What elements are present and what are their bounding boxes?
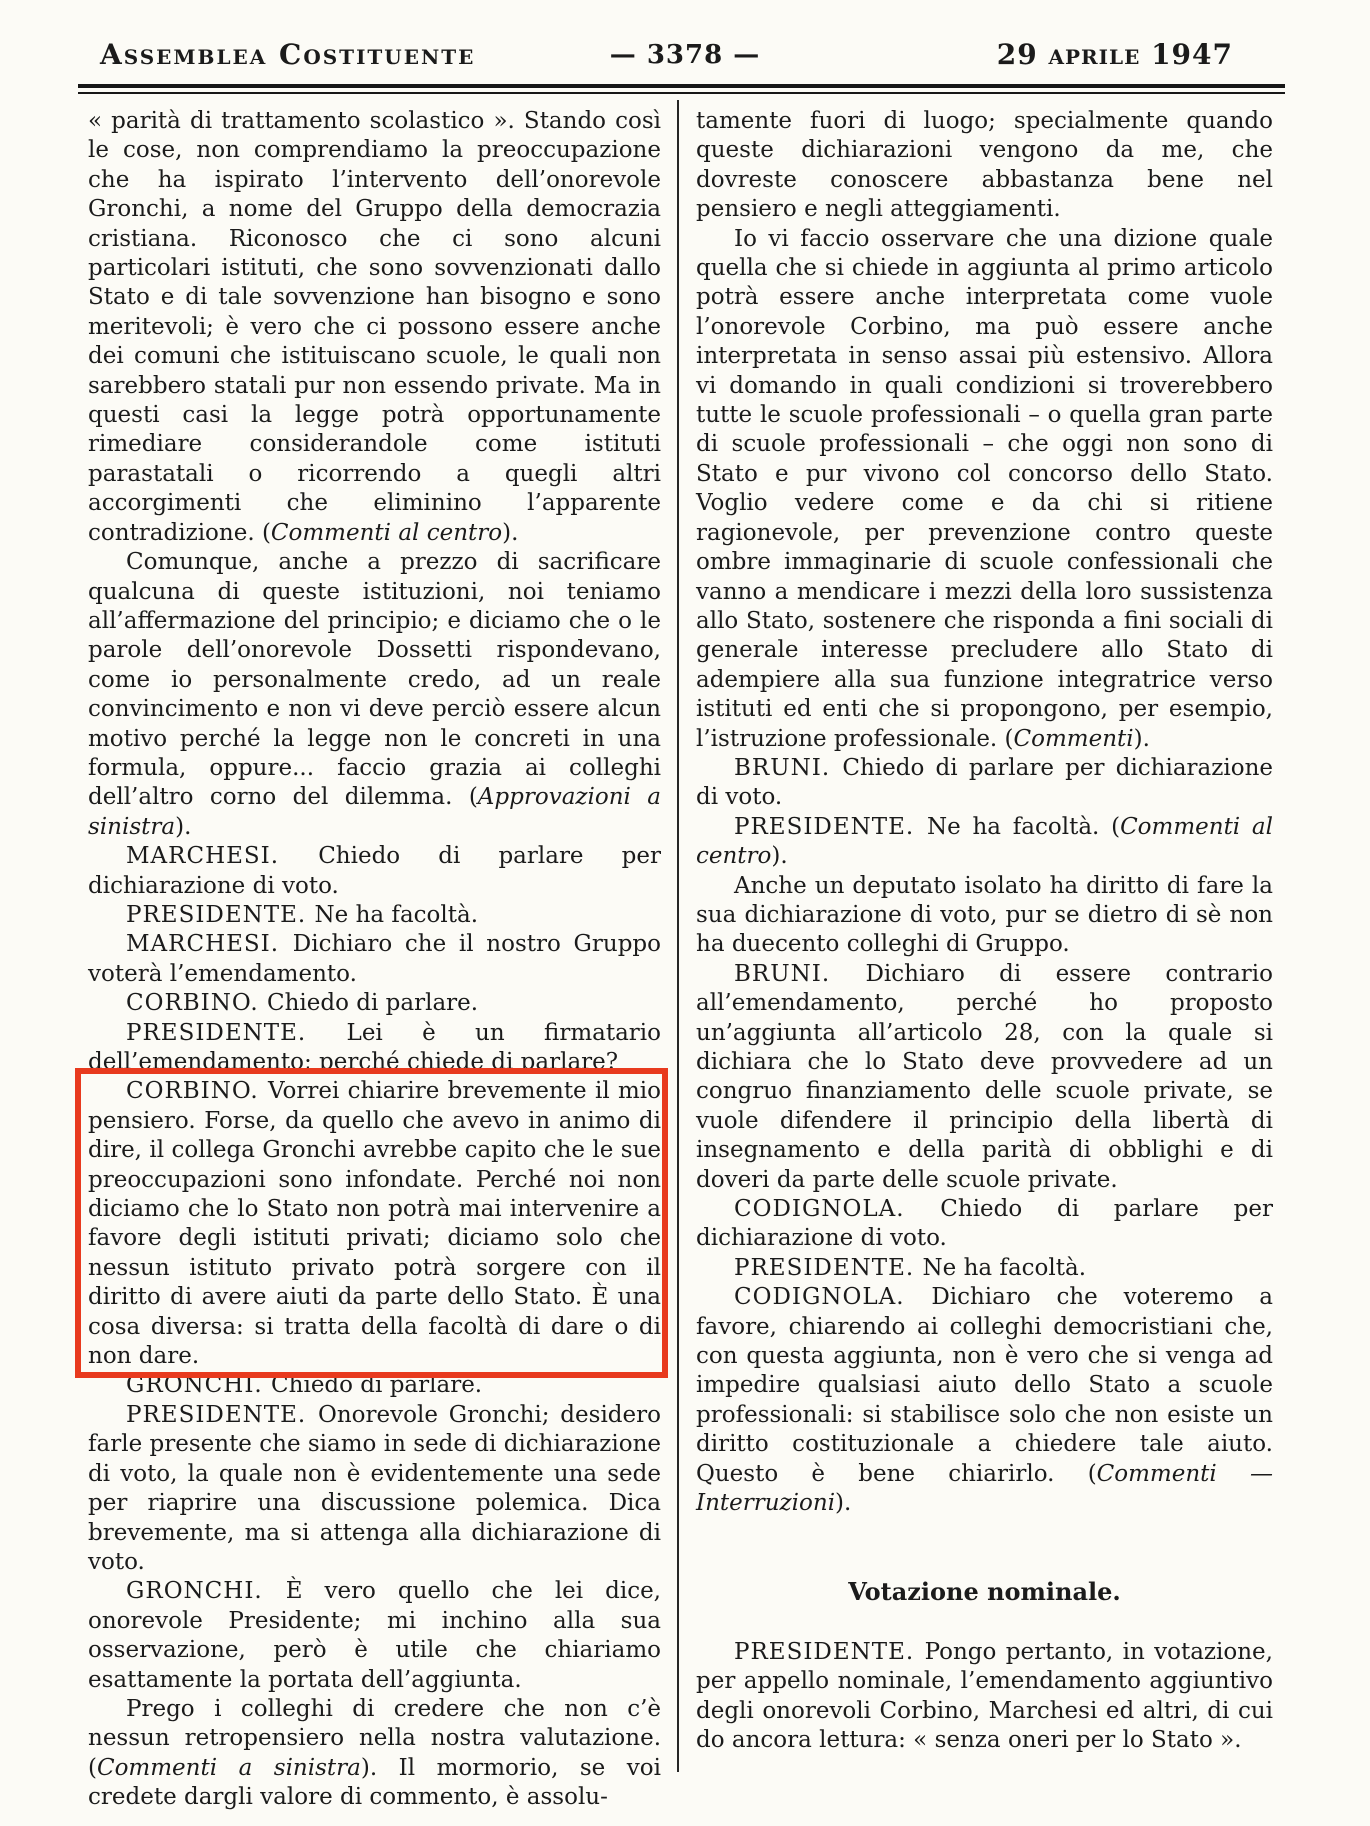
stage-direction: Commenti — Interruzioni (696, 1460, 1273, 1517)
speaker-name: PRESIDENTE. (734, 1254, 923, 1281)
stage-direction: Approvazioni a sinistra (88, 784, 661, 840)
speech-text: ). (502, 519, 519, 546)
paragraph (696, 107, 1273, 225)
speech-text: Ne ha facoltà. ( (926, 813, 1121, 840)
paragraph (88, 1019, 661, 1078)
speech-text: Chiedo di parlare per dichiarazione di voto. (88, 843, 661, 899)
speaker-name: PRESIDENTE. (126, 1401, 318, 1428)
paragraph (88, 1577, 661, 1695)
speech-text: Chiedo di parlare. (267, 990, 479, 1017)
speaker-name: PRESIDENTE. (734, 1638, 925, 1665)
speech-text: Votazione nominale. (848, 1576, 1121, 1606)
speech-text: Pongo pertanto, in votazione, per appello nominale, l’emendamento aggiuntivo degli onorevoli Corbino, Marchesi ed altri, di cui do ancora lettura: « senza oneri per lo Stato ». (696, 1638, 1273, 1754)
stage-direction: Commenti (1013, 725, 1134, 752)
column-divider (677, 100, 679, 1772)
paragraph (88, 901, 661, 930)
speech-text: Ne ha facoltà. (922, 1254, 1087, 1281)
speech-text: Dichiaro che voteremo a favore, chiarendo ai colleghi democristiani che, con questa aggiunta, non è vero che si venga ad impedire qualsiasi aiuto dello Stato a scuole professionali: si stabilisce solo che non esiste un diritto costituzionale a chiedere tale aiuto. Questo è bene chiarirlo. ( (696, 1284, 1274, 1487)
speech-text: Chiedo di parlare per dichiarazione di voto. (696, 1196, 1273, 1252)
paragraph (696, 960, 1273, 1195)
speaker-name: CODIGNOLA. (734, 1284, 932, 1311)
speaker-name: PRESIDENTE. (734, 813, 927, 840)
paragraph (88, 930, 661, 989)
stage-direction: Commenti a sinistra (96, 1754, 361, 1781)
paragraph (696, 1638, 1273, 1756)
speaker-name: CORBINO. (126, 990, 268, 1017)
speaker-name: CORBINO. (126, 1078, 269, 1105)
paragraph (696, 813, 1273, 872)
left-column (88, 107, 661, 1813)
speech-text: Dichiaro di essere contrario all’emendamento, perché ho proposto un’aggiunta all’articolo 28, con la quale si dichiara che lo Stato deve provvedere ad un congruo finanziamento delle scuole private, se vuole difendere il principio della libertà di insegnamento e della parità di obblighi e di doveri da parte delle scuole private. (696, 960, 1274, 1193)
speech-text: Anche un deputato isolato ha diritto di fare la sua dichiarazione di voto, pur se dietro di sè non ha duecento colleghi di Gruppo. (696, 872, 1273, 958)
speech-text: ). (771, 843, 788, 870)
speech-text: « parità di trattamento scolastico ». Stando così le cose, non comprendiamo la preoccupazione che ha ispirato l’intervento dell’onorevole Gronchi, a nome del Gruppo della democrazia cristiana. Riconosco che ci sono alcuni particolari istituti, che sono sovvenzionati dallo Stato e di tale sovvenzione han bisogno e sono meritevoli; è vero che ci possono essere anche dei comuni che istituiscano scuole, le quali non sarebbero statali pur non essendo private. Ma in questi casi la legge potrà opportunamente rimediare considerandole come istituti parastatali o ricorrendo a quegli altri accorgimenti che eliminino l’apparente contradizione. ( (88, 108, 661, 546)
speaker-name: PRESIDENTE. (126, 1019, 347, 1046)
paragraph (88, 107, 661, 548)
highlighted-paragraph (88, 1077, 661, 1371)
page-header (0, 36, 1370, 80)
speech-text: ). (175, 813, 192, 840)
speech-text: Onorevole Gronchi; desidero farle presente che siamo in sede di dichiarazione di voto, la quale non è evidentemente una sede per riaprire una discussione polemica. Dica brevemente, ma si attenga alla dichiarazione di voto. (88, 1401, 661, 1575)
speaker-name: PRESIDENTE. (126, 901, 315, 928)
speech-text: ). Il mormorio, se voi credete dargli valore di commento, è assolu- (88, 1754, 661, 1811)
speech-text: Chiedo di parlare per dichiarazione di voto. (696, 754, 1274, 811)
stage-direction: Commenti al centro (696, 813, 1273, 870)
paragraph (88, 1695, 661, 1813)
paragraph (88, 989, 661, 1018)
speaker-name: BRUNI. (734, 960, 866, 987)
section-heading (696, 1577, 1273, 1606)
paragraph (696, 225, 1273, 754)
paragraph (88, 1401, 661, 1577)
speaker-name: GRONCHI. (126, 1578, 286, 1605)
paragraph (88, 1371, 661, 1400)
paragraph (88, 842, 661, 901)
paragraph (696, 754, 1273, 813)
paragraph (696, 1195, 1273, 1254)
header-date: 29 aprile 1947 (996, 38, 1233, 71)
speech-text: Lei è un firmatario dell’emendamento; perché chiede di parlare? (88, 1019, 661, 1075)
stage-direction: Commenti al centro (270, 519, 503, 546)
speaker-name: BRUNI. (734, 754, 843, 781)
paragraph (696, 872, 1273, 960)
speech-text: Vorrei chiarire brevemente il mio pensiero. Forse, da quello che avevo in animo di dire, il collega Gronchi avrebbe capito che le sue preoccupazioni sono infondate. Perché noi non diciamo che lo Stato non potrà mai intervenire a favore degli istituti privati; diciamo solo che nessun istituto privato potrà sorgere con il diritto di avere aiuti da parte dello Stato. È una cosa diversa: si tratta della facoltà di dare o di non dare. (88, 1078, 662, 1370)
speech-text: Io vi faccio osservare che una dizione quale quella che si chiede in aggiunta al primo articolo potrà essere anche interpretata come vuole l’onorevole Corbino, ma può essere anche interpretata in senso assai più estensivo. Allora vi domando in quali condizioni si troverebbero tutte le scuole professionali – o quella gran parte di scuole professionali – che oggi non sono di Stato e pur vivono col concorso dello Stato. Voglio vedere come e da chi si ritiene ragionevole, per prevenzione contro queste ombre immaginarie di scuole confessionali che vanno a mendicare i mezzi della loro sussistenza allo Stato, sostenere che risponda a fini sociali di generale interesse precludere allo Stato di adempiere alla sua funzione integratrice verso istituti ed enti che si propongono, per esempio, l’istruzione professionale. ( (696, 225, 1273, 752)
speaker-name: CODIGNOLA. (734, 1196, 941, 1223)
speech-text: ). (835, 1490, 852, 1517)
paragraph (696, 1283, 1273, 1518)
speech-text: Chiedo di parlare. (271, 1372, 483, 1399)
speech-text: ). (1133, 725, 1150, 752)
speaker-name: MARCHESI. (126, 931, 293, 958)
header-journal-title: Assemblea Costituente (100, 38, 476, 71)
speaker-name: MARCHESI. (126, 843, 319, 870)
speaker-name: GRONCHI. (126, 1372, 272, 1399)
speech-text: tamente fuori di luogo; specialmente quando queste dichiarazioni vengono da me, che dovreste conoscere abbastanza bene nel pensiero e negli atteggiamenti. (696, 108, 1273, 223)
header-page-number: — 3378 — (609, 40, 761, 70)
paragraph (696, 1254, 1273, 1283)
speech-text: Prego i colleghi di credere che non c’è nessun retropensiero nella nostra valutazione. ( (88, 1695, 661, 1781)
speech-text: Comunque, anche a prezzo di sacrificare qualcuna di queste istituzioni, noi teniamo all’affermazione del principio; e diciamo che o le parole dell’onorevole Dossetti rispondevano, come io personalmente credo, ad un reale convincimento e non vi deve perciò essere alcun motivo perché la legge non le concreti in una formula, oppure... faccio grazia ai colleghi dell’altro corno del dilemma. ( (88, 549, 661, 811)
speech-text: Ne ha facoltà. (314, 901, 479, 928)
header-rule (78, 84, 1285, 94)
right-column (696, 107, 1273, 1756)
speech-text: Dichiaro che il nostro Gruppo voterà l’emendamento. (88, 931, 662, 987)
speech-text: È vero quello che lei dice, onorevole Presidente; mi inchino alla sua osservazione, però è utile che chiariamo esattamente la portata dell’aggiunta. (88, 1578, 661, 1693)
paragraph (88, 548, 661, 842)
